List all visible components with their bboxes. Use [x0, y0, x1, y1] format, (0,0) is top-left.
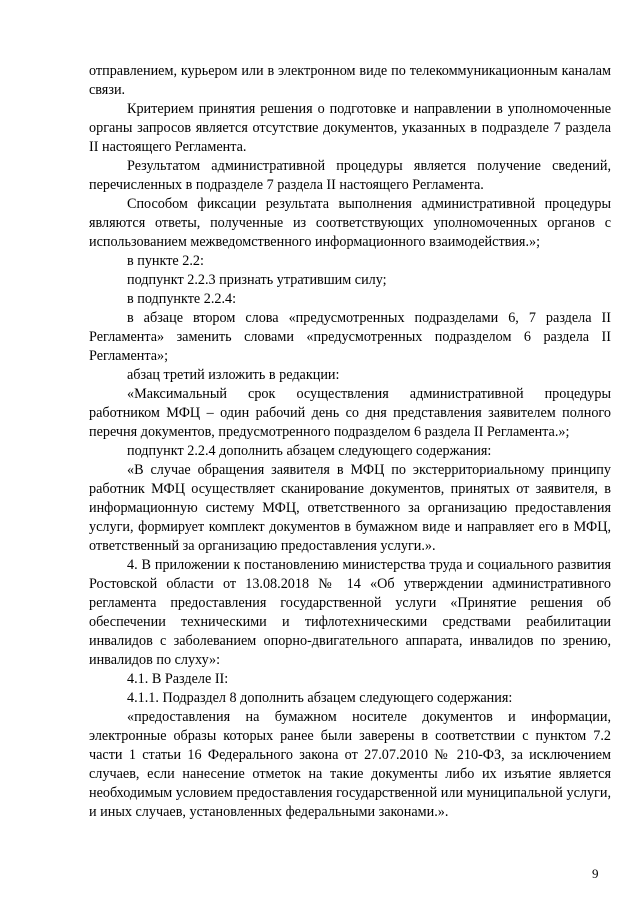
paragraph: отправлением, курьером или в электронном виде по телекоммуникационным каналам связи. — [89, 63, 611, 98]
paragraph: «Максимальный срок осуществления административной процедуры работником МФЦ – один рабочий день со дня представления заявителем полного перечня документов, предусмотренного подразделом 6 раздела II Регламента.»; — [89, 386, 611, 440]
paragraph: Результатом административной процедуры является получение сведений, перечисленных в подразделе 7 раздела II настоящего Регламента. — [89, 158, 611, 193]
page-number: 9 — [592, 866, 599, 881]
document-body — [89, 62, 611, 822]
paragraph: 4.1. В Разделе II: — [127, 671, 229, 687]
paragraph: подпункт 2.2.4 дополнить абзацем следующего содержания: — [127, 443, 492, 459]
paragraph: 4. В приложении к постановлению министерства труда и социального развития Ростовской области от 13.08.2018 № 14 «Об утверждении административного регламента предоставления государственной услуги «Принятие решения об обеспечении техническими и тифлотехническими средствами реабилитации инвалидов с заболеванием опорно-двигательного аппарата, инвалидов по зрению, инвалидов по слуху»: — [89, 557, 611, 668]
paragraph: абзац третий изложить в редакции: — [127, 367, 340, 383]
paragraph: «В случае обращения заявителя в МФЦ по экстерриториальному принципу работник МФЦ осуществляет сканирование документов, принятых от заявителя, в информационную систему МФЦ, ответственного за организацию предоставления услуги, формирует комплект документов в бумажном виде и направляет его в МФЦ, ответственный за организацию предоставления услуги.». — [89, 462, 611, 554]
paragraph: в пункте 2.2: — [127, 253, 204, 269]
paragraph: в подпункте 2.2.4: — [127, 291, 237, 307]
paragraph: подпункт 2.2.3 признать утратившим силу; — [127, 272, 387, 288]
paragraph: в абзаце втором слова «предусмотренных подразделами 6, 7 раздела II Регламента» заменить словами «предусмотренных подразделом 6 раздела II Регламента»; — [89, 310, 611, 364]
paragraph: 4.1.1. Подраздел 8 дополнить абзацем следующего содержания: — [127, 690, 513, 706]
paragraph: «предоставления на бумажном носителе документов и информации, электронные образы которых ранее были заверены в соответствии с пунктом 7.2 части 1 статьи 16 Федерального закона от 27.07.2010 № 210-ФЗ, за исключением случаев, если нанесение отметок на такие документы либо их изъятие является необходимым условием предоставления государственной или муниципальной услуги, и иных случаев, установленных федеральными законами.». — [89, 709, 611, 820]
paragraph: Способом фиксации результата выполнения административной процедуры являются ответы, полученные из соответствующих уполномоченных органов с использованием межведомственного информационного взаимодействия.»; — [89, 196, 611, 250]
paragraph: Критерием принятия решения о подготовке и направлении в уполномоченные органы запросов является отсутствие документов, указанных в подразделе 7 раздела II настоящего Регламента. — [89, 101, 611, 155]
